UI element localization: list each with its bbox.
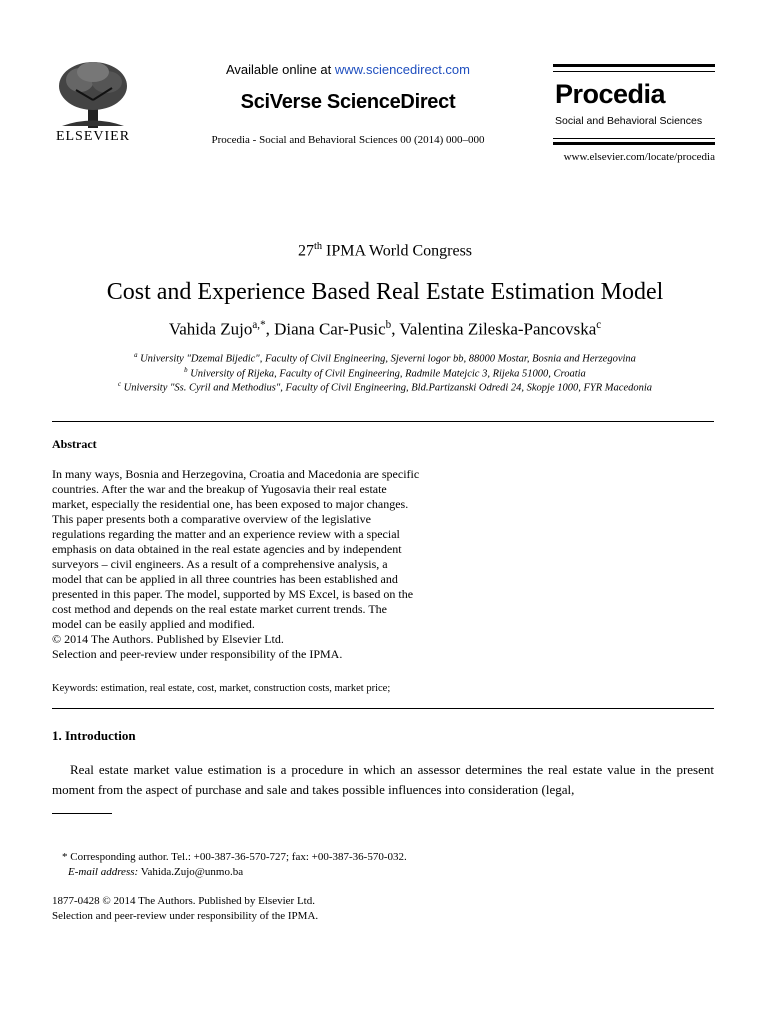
journal-citation-line: Procedia - Social and Behavioral Sciences 00 (2014) 000–000 xyxy=(211,134,485,146)
procedia-top-rule-thin xyxy=(553,71,715,72)
affiliation-c xyxy=(0,381,770,394)
available-online-line xyxy=(198,62,498,77)
abstract-line: cost method and depends on the real estate market current trends. The xyxy=(52,602,387,616)
procedia-subtitle: Social and Behavioral Sciences xyxy=(555,115,703,127)
email-line xyxy=(62,865,407,880)
peer-review-line: Selection and peer-review under responsibility of the IPMA. xyxy=(52,647,343,661)
procedia-title: Procedia xyxy=(555,79,666,109)
author-name: Valentina Zileska-Pancovska xyxy=(399,319,597,339)
author-affiliation-mark: c xyxy=(596,319,602,331)
abstract-line: model can be easily applied and modified. xyxy=(52,617,255,631)
congress-line xyxy=(0,241,770,260)
abstract-body xyxy=(52,467,452,662)
affiliation-text: University "Ss. Cyril and Methodius", Faculty of Civil Engineering, Bld.Partizanski Odredi 24, Skopje 1000, FYR Macedonia xyxy=(121,382,653,394)
corresponding-author-line: * Corresponding author. Tel.: +00-387-36-570-727; fax: +00-387-36-570-032. xyxy=(62,851,407,863)
affiliation-b xyxy=(0,367,770,380)
footnote-block xyxy=(62,850,407,880)
abstract-line: surveyors – civil engineers. As a result of a comprehensive analysis, a xyxy=(52,557,388,571)
affiliation-text: University "Dzemal Bijedic", Faculty of Civil Engineering, Sjeverni logor bb, 88000 Mostar, Bosnia and Herzegovina xyxy=(137,353,636,365)
sciverse-sciencedirect-logo: SciVerse ScienceDirect xyxy=(240,91,456,113)
abstract-line: This paper presents both a comparative overview of the legislative xyxy=(52,512,371,526)
affiliation-mark: a xyxy=(134,352,138,359)
congress-number: 27 xyxy=(297,242,314,260)
procedia-bottom-rule-thick xyxy=(553,142,715,145)
abstract-line: regulations regarding the matter and an experience review with a special xyxy=(52,527,400,541)
abstract-line: In many ways, Bosnia and Herzegovina, Croatia and Macedonia are specific xyxy=(52,467,420,481)
elsevier-wordmark: ELSEVIER xyxy=(55,129,131,144)
author-name: Vahida Zujo xyxy=(168,319,253,339)
abstract-line: emphasis on data obtained in the real estate agencies and by independent xyxy=(52,542,402,556)
footnote-rule xyxy=(52,813,112,814)
sciencedirect-link[interactable]: www.sciencedirect.com xyxy=(334,62,470,77)
issn-peer-review-line: Selection and peer-review under responsibility of the IPMA. xyxy=(52,910,319,922)
section-divider xyxy=(52,421,714,422)
affiliation-a xyxy=(0,352,770,365)
congress-name: IPMA World Congress xyxy=(322,242,473,260)
author-separator: , xyxy=(265,319,275,339)
author-affiliation-mark: a,* xyxy=(252,319,266,331)
affiliation-text: University of Rijeka, Faculty of Civil Engineering, Radmile Matejcic 3, Rijeka 51000, Croatia xyxy=(187,368,586,380)
section-divider xyxy=(52,708,714,709)
keywords-line: Keywords: estimation, real estate, cost, market, construction costs, market price; xyxy=(52,683,391,694)
author-name: Diana Car-Pusic xyxy=(274,319,386,339)
affiliation-mark: c xyxy=(117,381,121,388)
introduction-heading: 1. Introduction xyxy=(52,728,136,743)
abstract-line: countries. After the war and the breakup of Yugosavia their real estate xyxy=(52,482,387,496)
procedia-top-rule-thick xyxy=(553,64,715,67)
email-address[interactable]: Vahida.Zujo@unmo.ba xyxy=(138,866,244,878)
introduction-paragraph: Real estate market value estimation is a procedure in which an assessor determines the real estate value in the present moment from the aspect of purchase and sale and takes possible influences into consideration (legal, xyxy=(52,762,714,797)
issn-block xyxy=(52,894,318,924)
issn-line: 1877-0428 © 2014 The Authors. Published by Elsevier Ltd. xyxy=(52,895,315,907)
paper-title: Cost and Experience Based Real Estate Estimation Model xyxy=(106,279,664,305)
procedia-bottom-rule-thin xyxy=(553,138,715,139)
email-label: E-mail address: xyxy=(68,866,139,878)
abstract-line: market, especially the residential one, has been exposed to major changes. xyxy=(52,497,409,511)
journal-url[interactable]: www.elsevier.com/locate/procedia xyxy=(563,151,715,163)
copyright-line: © 2014 The Authors. Published by Elsevier Ltd. xyxy=(52,632,284,646)
abstract-heading: Abstract xyxy=(52,437,97,451)
abstract-line: model that can be applied in all three countries has been established and xyxy=(52,572,398,586)
available-online-prefix: Available online at xyxy=(225,62,335,77)
affiliation-mark: b xyxy=(184,367,188,374)
congress-ordinal-suffix: th xyxy=(313,241,323,252)
author-separator: , xyxy=(391,319,400,339)
abstract-line: presented in this paper. The model, supported by MS Excel, is based on the xyxy=(52,587,414,601)
author-list xyxy=(0,319,770,340)
author-affiliation-mark: b xyxy=(385,319,392,331)
